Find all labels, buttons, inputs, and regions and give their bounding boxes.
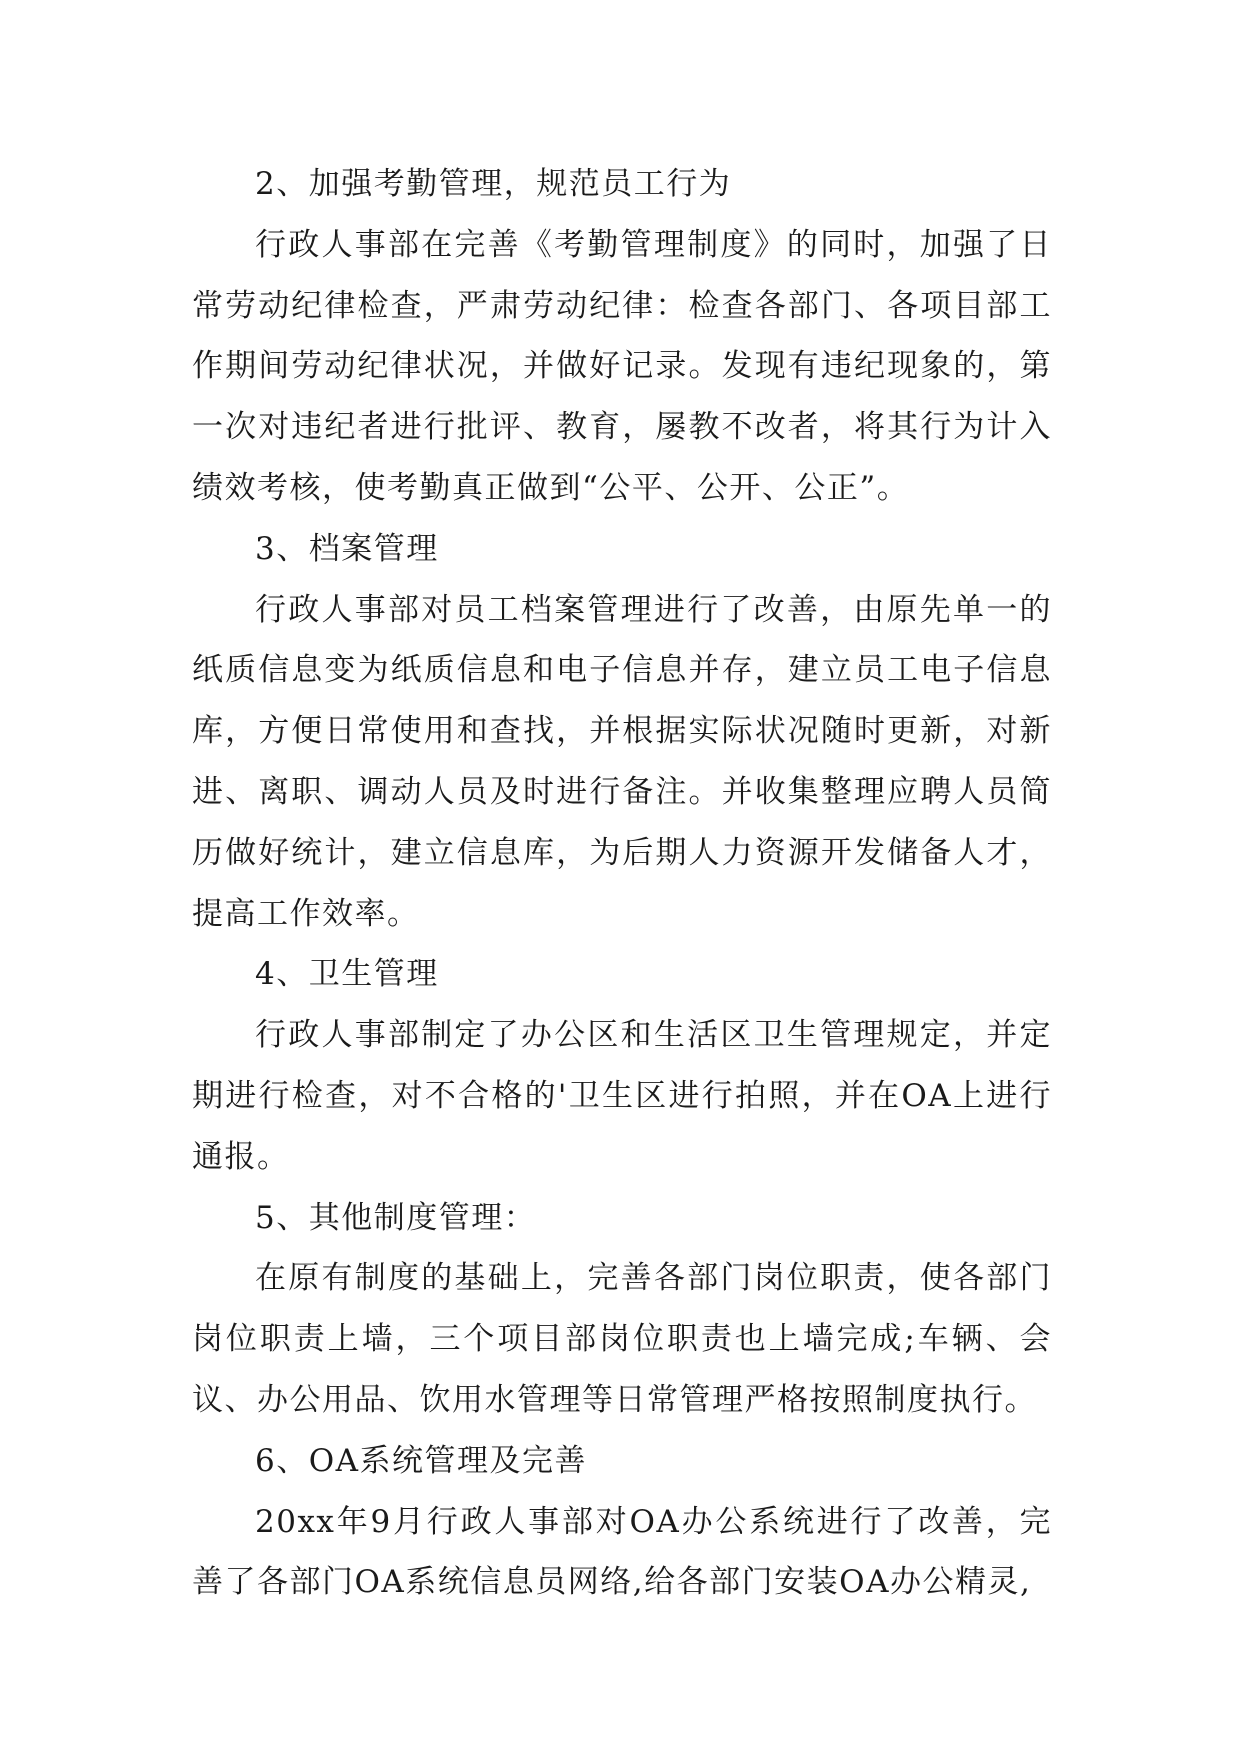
section-paragraph-other-rules: 在原有制度的基础上，完善各部门岗位职责，使各部门岗位职责上墙，三个项目部岗位职责也上墙完成;车辆、会议、办公用品、饮用水管理等日常管理严格按照制度执行。 xyxy=(192,1260,1052,1418)
section-paragraph-hygiene: 行政人事部制定了办公区和生活区卫生管理规定，并定期进行检查，对不合格的'卫生区进行拍照，并在OA上进行通报。 xyxy=(192,1017,1052,1175)
section-heading-archives: 3、档案管理 xyxy=(255,530,439,567)
section-heading-oa-system: 6、OA系统管理及完善 xyxy=(255,1442,588,1479)
section-heading-attendance: 2、加强考勤管理，规范员工行为 xyxy=(255,166,732,202)
section-heading-other-rules: 5、其他制度管理： xyxy=(255,1199,537,1236)
document-body xyxy=(192,154,1052,1613)
section-paragraph-attendance: 行政人事部在完善《考勤管理制度》的同时，加强了日常劳动纪律检查，严肃劳动纪律：检查各部门、各项目部工作期间劳动纪律状况，并做好记录。发现有违纪现象的，第一次对违纪者进行批评、教育，屡教不改者，将其行为计入绩效考核，使考勤真正做到“公平、公开、公正”。 xyxy=(192,226,1052,506)
section-paragraph-oa-system: 20xx年9月行政人事部对OA办公系统进行了改善，完善了各部门OA系统信息员网络,给各部门安装OA办公精灵, xyxy=(192,1503,1052,1601)
section-paragraph-archives: 行政人事部对员工档案管理进行了改善，由原先单一的纸质信息变为纸质信息和电子信息并存，建立员工电子信息库，方便日常使用和查找，并根据实际状况随时更新，对新进、离职、调动人员及时进行备注。并收集整理应聘人员简历做好统计，建立信息库，为后期人力资源开发储备人才，提高工作效率。 xyxy=(192,591,1052,932)
section-heading-hygiene: 4、卫生管理 xyxy=(255,956,439,993)
